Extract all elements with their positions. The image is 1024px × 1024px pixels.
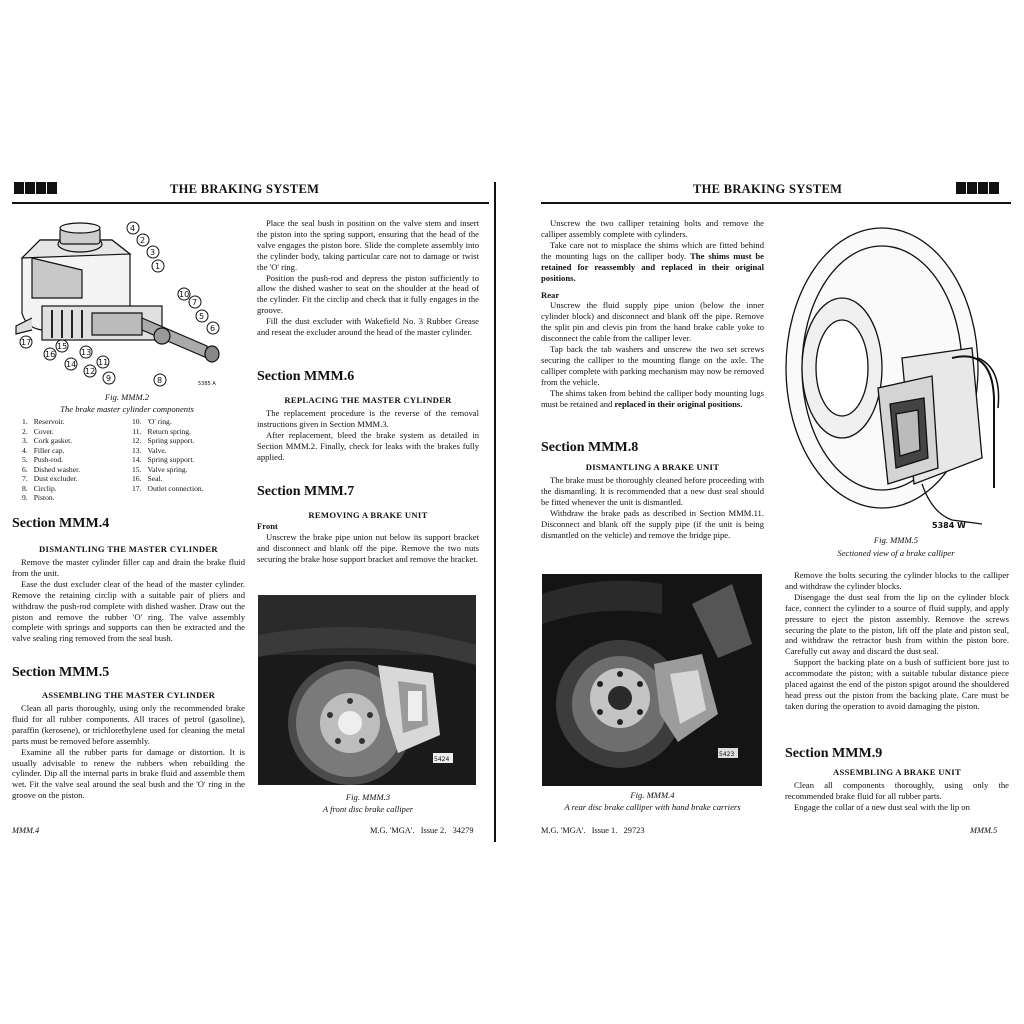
mmm9-title: Section MMM.9 bbox=[785, 746, 883, 761]
mmm5-para: Examine all the rubber parts for damage or distortion. It is usually advisable to renew the rubbers when rebuilding the cylinder. Dip all the internal parts in brake fluid and assemble them wet. Fit the valve seal around the seal bush and the 'O' ring in the groove on the piston. bbox=[12, 746, 245, 801]
mmm5-para: Clean all parts thoroughly, using only the recommended brake fluid for all rubber components. All traces of petrol (gasoline), paraffin (kerosene), or trichlorethylene used for cleaning the metal parts must be removed before assembly. bbox=[12, 703, 245, 746]
r-para: Unscrew the two calliper retaining bolts and remove the calliper assembly complete with cylinders. bbox=[541, 218, 764, 239]
left-footer-issue: M.G. 'MGA'. Issue 2. 34279 bbox=[370, 826, 474, 835]
callout-7: 7 bbox=[192, 298, 198, 307]
rear-label: Rear bbox=[541, 290, 560, 301]
legend-number: 8. bbox=[22, 483, 28, 493]
fig5-code: 5384 W bbox=[932, 521, 966, 530]
mmm7-subtitle: REMOVING A BRAKE UNIT bbox=[308, 510, 428, 520]
r-col2-para: Remove the bolts securing the cylinder blocks to the calliper and withdraw the cylinder blocks. bbox=[785, 570, 1009, 591]
legend-label: Valve. bbox=[147, 445, 167, 455]
mmm8-title: Section MMM.8 bbox=[541, 440, 639, 455]
legend-label: Piston. bbox=[33, 493, 55, 502]
legend-number: 12. bbox=[132, 436, 142, 445]
legend-label: Filler cap. bbox=[33, 445, 65, 455]
fig2-code: 5385 A bbox=[198, 381, 216, 387]
mmm9-para: Clean all components thoroughly, using only the recommended brake fluid for all rubber parts. bbox=[785, 780, 1009, 801]
r-para-shims bbox=[541, 240, 764, 284]
mmm6-subtitle: REPLACING THE MASTER CYLINDER bbox=[284, 395, 452, 405]
fig2-caption: The brake master cylinder components bbox=[60, 404, 194, 414]
legend-row bbox=[132, 474, 207, 484]
fig2-caption-num: Fig. MMM.2 bbox=[104, 392, 150, 402]
legend-row bbox=[22, 465, 83, 475]
legend-row bbox=[22, 455, 83, 465]
r-para-text: Take care not to misplace the shims which are fitted behind the mounting lugs on the calliper body. bbox=[541, 239, 764, 261]
r-col2-para: Disengage the dust seal from the lip on the cylinder block face, connect the cylinder to a source of fluid supply, and apply pressure to eject the piston assembly. Remove the screws securing the plate to the piston, lift off the plate and piston seal, and withdraw the retractor bush from within the piston bore. Carefully cut away and discard the dust seal. bbox=[785, 591, 1009, 657]
legend-number: 17. bbox=[132, 483, 142, 493]
fig2-legend-left bbox=[22, 417, 83, 503]
mmm4-body bbox=[12, 557, 245, 644]
legend-label: 'O' ring. bbox=[147, 417, 172, 426]
legend-row bbox=[22, 446, 83, 456]
left-col2-body bbox=[257, 218, 479, 338]
legend-label: Valve spring. bbox=[147, 464, 188, 474]
legend-row bbox=[132, 455, 207, 465]
mmm7-para: Unscrew the brake pipe union nut below its support bracket and disconnect and blank off the pipe. Remove the two nuts securing the brake hose support bracket and remove the bracket. bbox=[257, 532, 479, 564]
legend-row bbox=[22, 493, 83, 503]
col2-para: Fill the dust excluder with Wakefield No. 3 Rubber Grease and reseat the excluder around the head of the master cylinder. bbox=[257, 316, 479, 338]
callout-14: 14 bbox=[66, 360, 77, 369]
legend-number: 14. bbox=[132, 455, 142, 464]
right-footer-page: MMM.5 bbox=[970, 826, 998, 835]
callout-6: 6 bbox=[210, 324, 216, 333]
mmm9-subtitle: ASSEMBLING A BRAKE UNIT bbox=[833, 767, 961, 777]
mmm6-para: The replacement procedure is the reverse of the removal instructions given in Section MMM.3. bbox=[257, 408, 479, 429]
left-header-title: THE BRAKING SYSTEM bbox=[170, 182, 320, 196]
sectioned-calliper-diagram bbox=[782, 208, 1010, 538]
legend-number: 7. bbox=[22, 474, 28, 483]
mmm4-para: Remove the master cylinder filler cap and drain the brake fluid from the unit. bbox=[12, 557, 245, 578]
legend-row bbox=[132, 436, 207, 446]
right-header-title: THE BRAKING SYSTEM bbox=[693, 182, 843, 196]
mmm4-subtitle: DISMANTLING THE MASTER CYLINDER bbox=[39, 544, 218, 554]
rear-shims-bold: replaced in their original positions. bbox=[614, 398, 743, 409]
fig4-code: 5423 bbox=[719, 751, 735, 758]
fig5-caption-num: Fig. MMM.5 bbox=[873, 535, 919, 545]
front-calliper-photo bbox=[258, 595, 476, 785]
right-footer-issue: M.G. 'MGA'. Issue 1. 29723 bbox=[541, 826, 645, 835]
legend-row bbox=[132, 427, 207, 437]
callout-15: 15 bbox=[57, 342, 68, 351]
callout-2: 2 bbox=[140, 236, 146, 245]
mmm5-title: Section MMM.5 bbox=[12, 665, 110, 680]
callout-10: 10 bbox=[179, 290, 190, 299]
callout-8: 8 bbox=[157, 376, 163, 385]
right-col1-top bbox=[541, 218, 764, 410]
fig2-legend-right bbox=[132, 417, 207, 493]
legend-row bbox=[22, 436, 83, 446]
legend-number: 11. bbox=[132, 426, 142, 436]
legend-number: 6. bbox=[22, 464, 28, 474]
mmm4-title: Section MMM.4 bbox=[12, 516, 110, 531]
legend-label: Spring support. bbox=[147, 455, 195, 464]
legend-row bbox=[22, 474, 83, 484]
fig4-caption-num: Fig. MMM.4 bbox=[630, 790, 675, 800]
callout-4: 4 bbox=[130, 224, 136, 233]
legend-row bbox=[132, 417, 207, 427]
legend-label: Push-rod. bbox=[33, 455, 64, 464]
legend-label: Seal. bbox=[147, 474, 163, 483]
left-footer-page: MMM.4 bbox=[12, 826, 40, 835]
legend-row bbox=[22, 427, 83, 437]
mmm4-para: Ease the dust excluder clear of the head of the master cylinder. Remove the retaining circlip with a suitable pair of pliers and withdraw the push-rod complete with dished washer. Draw out the piston and remove the rubber 'O' ring. The valve assembly complete with springs and supports can then be extracted and the valve sealing ring removed from the seal bush. bbox=[12, 578, 245, 644]
legend-number: 15. bbox=[132, 464, 142, 474]
mmm8-para: Withdraw the brake pads as described in Section MMM.11. Disconnect and blank off the supply pipe (if the unit is being dismantled on the vehicle) and remove the bridge pipe. bbox=[541, 507, 764, 540]
callout-1: 1 bbox=[155, 262, 161, 271]
col2-para: Place the seal bush in position on the valve stem and insert the piston into the spring support, ensuring that the head of the valve engages the piston bore. Slide the complete assembly into the cylinder body, taking particular care not to damage or twist the 'O' ring. bbox=[257, 218, 479, 272]
fig3-code: 5424 bbox=[434, 756, 450, 763]
callout-5: 5 bbox=[199, 312, 205, 321]
legend-label: Cover. bbox=[33, 426, 54, 436]
fig3-caption: A front disc brake calliper bbox=[322, 804, 414, 814]
legend-label: Circlip. bbox=[33, 483, 57, 493]
mmm5-body bbox=[12, 703, 245, 801]
mmm5-subtitle: ASSEMBLING THE MASTER CYLINDER bbox=[41, 690, 216, 700]
fig5-caption: Sectioned view of a brake calliper bbox=[837, 548, 955, 558]
legend-label: Return spring. bbox=[147, 426, 191, 436]
legend-number: 2. bbox=[22, 426, 28, 436]
legend-number: 10. bbox=[132, 417, 142, 426]
mmm6-para: After replacement, bleed the brake system as detailed in Section MMM.2. Finally, check for leaks with the brakes fully applied. bbox=[257, 429, 479, 462]
mmm7-title: Section MMM.7 bbox=[257, 484, 355, 499]
front-label: Front bbox=[257, 521, 278, 531]
mmm8-para: The brake must be thoroughly cleaned before proceeding with the dismantling. It is recommended that a new dust seal should be fitted whenever the unit is dismantled. bbox=[541, 475, 764, 507]
mmm8-body bbox=[541, 475, 764, 540]
legend-number: 13. bbox=[132, 445, 142, 455]
rear-calliper-photo bbox=[542, 574, 762, 786]
legend-label: Spring support. bbox=[147, 436, 195, 445]
legend-label: Reservoir. bbox=[33, 417, 65, 426]
legend-label: Cork gasket. bbox=[33, 436, 73, 445]
fig3-caption-num: Fig. MMM.3 bbox=[345, 792, 391, 802]
legend-row bbox=[132, 484, 207, 494]
r-col2-para: Support the backing plate on a bush of sufficient bore just to accommodate the piston; with a suitable tubular distance piece placed against the end of the piston spigot around the shouldered head press out the piston from the backing plate. Care must be taken during the operation to avoid damaging the piston. bbox=[785, 657, 1009, 711]
master-cylinder-diagram bbox=[12, 218, 242, 388]
legend-label: Outlet connection. bbox=[147, 483, 204, 493]
legend-number: 16. bbox=[132, 474, 142, 483]
legend-row bbox=[132, 465, 207, 475]
col2-para: Position the push-rod and depress the piston sufficiently to allow the dished washer to seat on the shoulder at the head of the cylinder. Fit the circlip and check that it fully engages in the groove. bbox=[257, 272, 479, 316]
legend-row bbox=[22, 417, 83, 427]
fig4-caption: A rear disc brake calliper with hand brake carriers bbox=[564, 802, 741, 812]
legend-number: 1. bbox=[22, 417, 28, 426]
mmm6-title: Section MMM.6 bbox=[257, 369, 355, 384]
r-para-bold: The shims must be retained for reassembly and replaced in their original positions. bbox=[541, 250, 764, 283]
callout-17: 17 bbox=[21, 338, 32, 347]
callout-3: 3 bbox=[150, 248, 156, 257]
mg-logo-left bbox=[14, 182, 57, 194]
mmm9-body bbox=[785, 780, 1009, 813]
legend-label: Dust excluder. bbox=[33, 474, 78, 483]
mmm6-body bbox=[257, 408, 479, 463]
right-col2-body bbox=[785, 570, 1009, 712]
mmm8-subtitle: DISMANTLING A BRAKE UNIT bbox=[585, 462, 720, 472]
legend-number: 5. bbox=[22, 455, 28, 464]
rear-shims-para bbox=[541, 388, 764, 410]
rear-para: Unscrew the fluid supply pipe union (below the inner cylinder block) and disconnect and blank off the pipe. Remove the split pin and clevis pin from the hand brake cable yoke to disconnect the cable from the calliper lever. bbox=[541, 300, 764, 344]
callout-9: 9 bbox=[106, 374, 112, 383]
legend-label: Dished washer. bbox=[33, 464, 81, 474]
legend-number: 3. bbox=[22, 436, 28, 445]
legend-number: 4. bbox=[22, 445, 28, 455]
legend-row bbox=[22, 484, 83, 494]
rear-shims-text: The shims taken from behind the calliper body mounting lugs must be retained and bbox=[541, 387, 764, 409]
legend-number: 9. bbox=[22, 493, 28, 502]
callout-12: 12 bbox=[85, 367, 96, 376]
mmm9-para: Engage the collar of a new dust seal with the lip on bbox=[794, 801, 970, 812]
callout-11: 11 bbox=[98, 358, 109, 367]
mg-logo-right bbox=[956, 182, 999, 194]
page-spine bbox=[494, 182, 496, 842]
left-header-rule bbox=[12, 202, 489, 204]
callout-16: 16 bbox=[45, 350, 56, 359]
rear-para: Tap back the tab washers and unscrew the two set screws securing the calliper to the mounting flange on the axle. The calliper complete with parking mechanism may now be removed from the vehicle. bbox=[541, 344, 764, 387]
right-header-rule bbox=[541, 202, 1011, 204]
callout-13: 13 bbox=[81, 348, 92, 357]
mmm7-body bbox=[257, 532, 479, 565]
legend-row bbox=[132, 446, 207, 456]
